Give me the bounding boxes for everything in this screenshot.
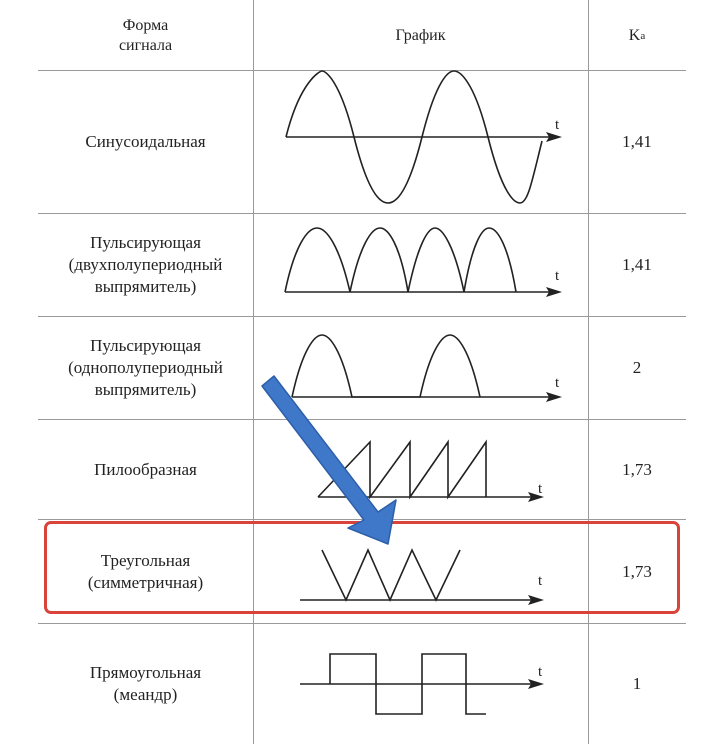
header-coef: [588, 8, 686, 64]
row-coef-value: 1,73: [622, 459, 652, 479]
halfwave-waveform: [270, 317, 580, 419]
row-coef-value: 1,41: [622, 132, 652, 151]
row-name: Треугольная (симметричная): [87, 550, 204, 592]
header-graph: График: [395, 27, 446, 44]
row-coef-value: 2: [632, 358, 642, 377]
fullwave-waveform: [270, 214, 580, 316]
row-coef-value: 1: [632, 674, 642, 693]
axis-label-t: t: [538, 664, 543, 680]
square-waveform: [270, 624, 580, 744]
header-coef-letter: K: [628, 27, 641, 44]
waveform-curve: [285, 228, 516, 292]
triangle-row-highlight: [44, 521, 680, 614]
col-divider-1: [253, 0, 254, 744]
waveform-curve: [292, 335, 480, 397]
row-name: Пилообразная: [94, 459, 197, 479]
axis-label-t: t: [555, 117, 560, 133]
header-form: Форма сигнала: [118, 17, 173, 54]
row-name: Синусоидальная: [85, 132, 206, 151]
axis-label-t: t: [555, 375, 560, 391]
row-name: Пульсирующая (двухполупериодный выпрямитель): [68, 233, 223, 296]
row-coef-value: 1,73: [622, 561, 652, 581]
waveform-curve: [318, 442, 486, 497]
axis-label-t: t: [538, 481, 543, 497]
header-coef-subscript: a: [640, 30, 646, 42]
row-coef-value: 1,41: [622, 255, 652, 274]
row-name: Прямоугольная (меандр): [89, 663, 202, 704]
axis-label-t: t: [538, 573, 543, 589]
sawtooth-waveform: [270, 420, 580, 519]
row-name: Пульсирующая (однополупериодный выпрямитель): [68, 336, 223, 399]
axis-label-t: t: [555, 268, 560, 284]
sine-waveform: [270, 71, 580, 213]
